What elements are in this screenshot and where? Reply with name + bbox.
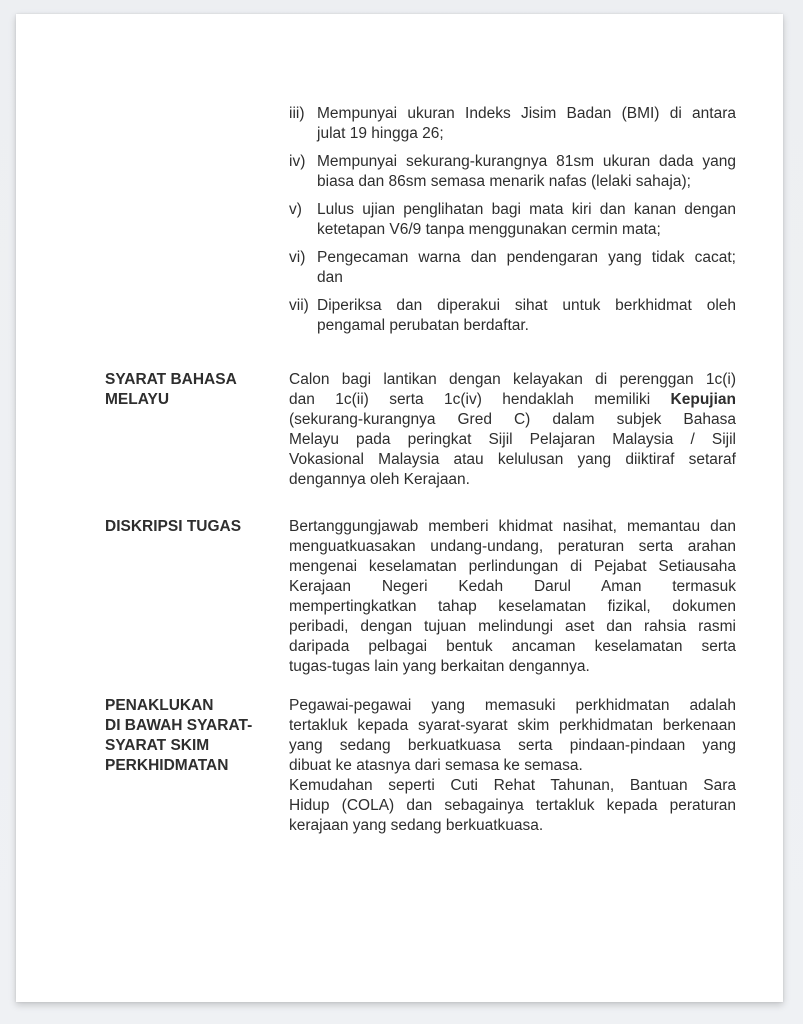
text-line: dan 1c(ii) serta 1c(iv) hendaklah memiliki Kepujian: [289, 391, 736, 408]
list-item-marker: v): [289, 201, 302, 218]
list-item-iv: [289, 152, 736, 192]
text-line: dibuat ke atasnya dari semasa ke semasa.: [289, 757, 583, 774]
text-line: Bertanggungjawab memberi khidmat nasihat, memantau dan: [289, 518, 736, 535]
list-item-text: [317, 104, 736, 144]
list-item-vii: [289, 296, 736, 336]
text-line: julat 19 hingga 26;: [317, 125, 444, 142]
document-page: [16, 14, 783, 1002]
text-line: pengamal perubatan berdaftar.: [317, 317, 529, 334]
text-line: SYARAT SKIM: [105, 737, 210, 754]
text-line: daripada pelbagai bentuk ancaman keselamatan serta: [289, 638, 736, 655]
text-line: menguatkuasakan undang-undang, peraturan serta arahan: [289, 538, 736, 555]
list-item-v: [289, 200, 736, 240]
text-line: yang sedang berkuatkuasa serta pindaan-pindaan yang: [289, 737, 736, 754]
text-line: Mempunyai ukuran Indeks Jisim Badan (BMI) di antara: [317, 105, 736, 122]
text-line: peribadi, dengan tujuan melindungi aset dan rahsia rasmi: [289, 618, 736, 635]
text-line: Kerajaan Negeri Kedah Darul Aman termasuk: [289, 578, 736, 595]
text-line: mempertingkatkan tahap keselamatan fizikal, dokumen: [289, 598, 736, 615]
text-line: DI BAWAH SYARAT-: [105, 717, 253, 734]
text-line: tertakluk kepada syarat-syarat skim perkhidmatan berkenaan: [289, 717, 736, 734]
list-item-text: [317, 296, 736, 336]
list-item-marker: iv): [289, 153, 306, 170]
text-line: biasa dan 86sm semasa menarik nafas (lelaki sahaja);: [317, 173, 691, 190]
section-body: [289, 696, 736, 836]
text-line: mengenai keselamatan perlindungan di Pejabat Setiausaha: [289, 558, 736, 575]
list-item-marker: iii): [289, 105, 305, 122]
text-line: dengannya oleh Kerajaan.: [289, 471, 470, 488]
text-line: PERKHIDMATAN: [105, 757, 229, 774]
list-item-text: [317, 200, 736, 240]
text-line: Kemudahan seperti Cuti Rehat Tahunan, Bantuan Sara: [289, 777, 736, 794]
text-line: (sekurang-kurangnya Gred C) dalam subjek Bahasa: [289, 411, 736, 428]
section-label: [105, 370, 287, 410]
text-line: Lulus ujian penglihatan bagi mata kiri dan kanan dengan: [317, 201, 736, 218]
text-line: Calon bagi lantikan dengan kelayakan di perenggan 1c(i): [289, 371, 736, 388]
section-label: [105, 517, 287, 537]
section-label: [105, 696, 287, 776]
text-line: tugas-tugas lain yang berkaitan dengannya.: [289, 658, 590, 675]
text-line: Hidup (COLA) dan sebagainya tertakluk kepada peraturan: [289, 797, 736, 814]
list-item-text: [317, 152, 736, 192]
text-line: Vokasional Malaysia atau kelulusan yang diiktiraf setaraf: [289, 451, 736, 468]
text-line: Pegawai-pegawai yang memasuki perkhidmatan adalah: [289, 697, 736, 714]
text-line: Melayu pada peringkat Sijil Pelajaran Malaysia / Sijil: [289, 431, 736, 448]
list-item-marker: vi): [289, 249, 306, 266]
list-item-iii: [289, 104, 736, 144]
list-item-text: [317, 248, 736, 288]
section-body: [289, 517, 736, 677]
text-line: dan: [317, 269, 343, 286]
text-line: Diperiksa dan diperakui sihat untuk berkhidmat oleh: [317, 297, 736, 314]
text-line: DISKRIPSI TUGAS: [105, 518, 242, 535]
text-line: ketetapan V6/9 tanpa menggunakan cermin mata;: [317, 221, 661, 238]
text-line: kerajaan yang sedang berkuatkuasa.: [289, 817, 544, 834]
text-line: SYARAT BAHASA: [105, 371, 237, 388]
text-line: Mempunyai sekurang-kurangnya 81sm ukuran dada yang: [317, 153, 736, 170]
list-item-marker: vii): [289, 297, 309, 314]
list-item-vi: [289, 248, 736, 288]
requirements-list: [289, 104, 736, 344]
text-line: Pengecaman warna dan pendengaran yang tidak cacat;: [317, 249, 736, 266]
page-content: [16, 14, 783, 1002]
text-line: PENAKLUKAN: [105, 697, 214, 714]
text-line: MELAYU: [105, 391, 170, 408]
section-body: [289, 370, 736, 490]
